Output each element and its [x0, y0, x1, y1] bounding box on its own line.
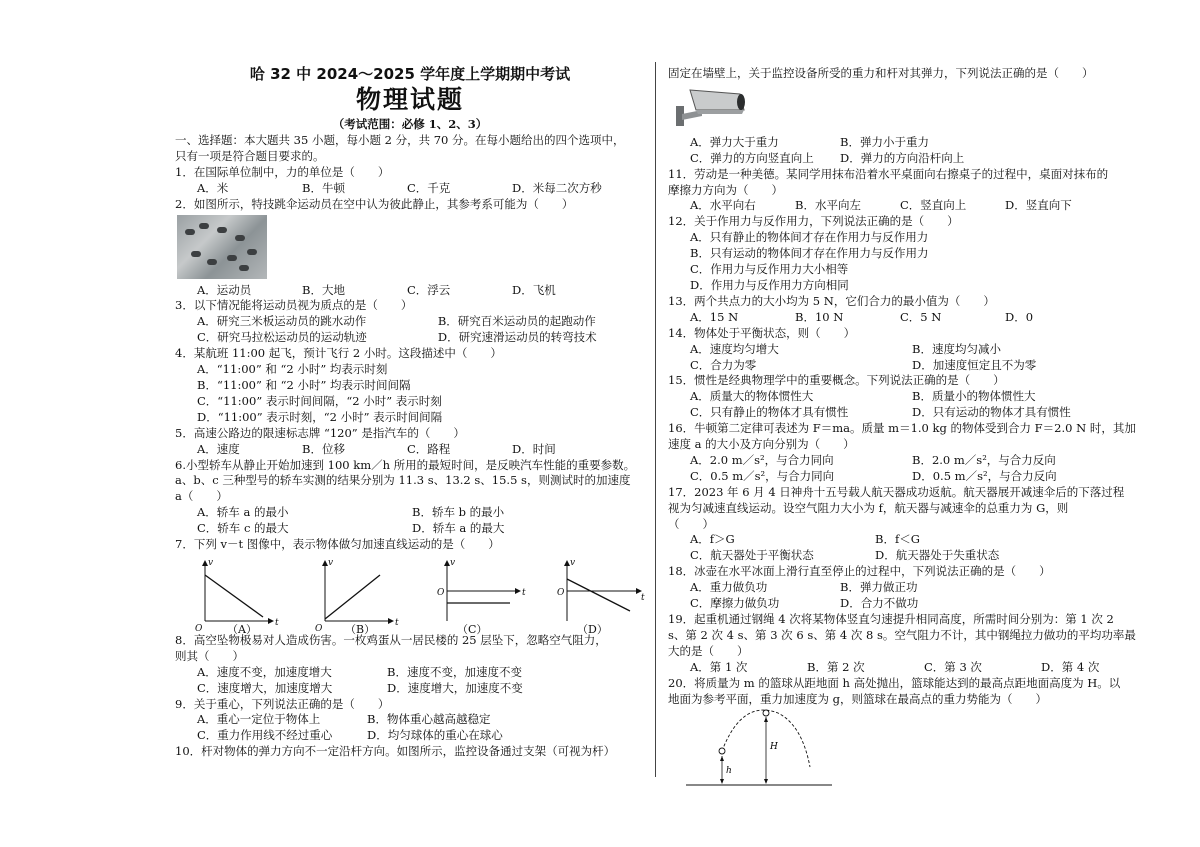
question-3-stem: 3．以下情况能将运动员视为质点的是（ ）	[175, 298, 413, 313]
option-c: C．第 3 次	[924, 659, 982, 674]
option-a: A．研究三米板运动员的跳水动作	[197, 314, 367, 329]
question-6-options-row1	[175, 505, 645, 521]
option-b: B．“11:00” 和 “2 小时” 均表示时间间隔	[197, 377, 411, 392]
option-c: C．轿车 c 的最大	[197, 521, 289, 536]
option-a: A．水平向右	[690, 198, 756, 213]
graph-c-origin: O	[437, 587, 445, 598]
question-6-options-row2	[175, 521, 645, 537]
graph-a-axis-v: v	[208, 557, 214, 568]
question-5-stem: 5．高速公路边的限速标志牌 “120” 是指汽车的（ ）	[175, 425, 465, 440]
option-d: D．合力不做功	[840, 596, 919, 611]
question-11-options	[668, 198, 1138, 214]
option-c: C．重力作用线不经过重心	[197, 728, 333, 743]
graph-d	[567, 561, 641, 621]
question-3-options-row1	[175, 314, 645, 330]
question-17-options-row1	[668, 532, 1138, 548]
option-a: A．速度	[197, 441, 240, 456]
question-14-options-row1	[668, 342, 1138, 358]
question-8-stem-cont: 则其（ ）	[175, 648, 244, 663]
option-c: C．竖直向上	[900, 198, 967, 213]
basketball-trajectory-figure	[682, 707, 842, 791]
question-15-stem: 15．惯性是经典物理学中的重要概念。下列说法正确的是（ ）	[668, 373, 1005, 388]
option-b: B．物体重心越高越稳定	[367, 712, 491, 727]
graph-d-axis-v: v	[570, 557, 576, 568]
question-19-stem-end: 大的是（ ）	[668, 643, 749, 658]
question-19-stem: 19．起重机通过钢绳 4 次将某物体竖直匀速提升相同高度，所需时间分别为：第 1 次 2	[668, 612, 1114, 626]
question-8-options-row2	[175, 681, 645, 697]
H-label: H	[770, 742, 778, 753]
option-c: C．合力为零	[690, 357, 757, 372]
option-c: C．只有静止的物体才具有惯性	[690, 405, 849, 420]
left-column	[175, 60, 645, 760]
option-b: B．质量小的物体惯性大	[912, 389, 1036, 404]
graph-c-axis-v: v	[450, 557, 456, 568]
option-c: C．5 N	[900, 309, 942, 324]
graph-b-origin: O	[315, 623, 323, 634]
option-b: B．轿车 b 的最小	[412, 505, 505, 520]
option-a: A．“11:00” 和 “2 小时” 均表示时刻	[197, 362, 388, 377]
question-16-stem-cont: 速度 a 的大小及方向分别为（ ）	[668, 437, 855, 452]
question-8-stem: 8．高空坠物极易对人造成伤害。一枚鸡蛋从一居民楼的 25 层坠下，忽略空气阻力，	[175, 632, 607, 647]
option-d: D．轿车 a 的最大	[412, 521, 505, 536]
question-19-options	[668, 660, 1138, 676]
option-a: A．速度均匀增大	[690, 341, 779, 356]
question-2-stem: 2．如图所示，特技跳伞运动员在空中认为彼此静止，其参考系可能为（ ）	[175, 196, 574, 211]
graph-d-label: （D）	[577, 622, 608, 635]
option-c: C．作用力与反作用力大小相等	[690, 262, 849, 277]
option-c: C．航天器处于平衡状态	[690, 548, 814, 563]
skydivers-photo	[177, 215, 267, 279]
option-d: D．0	[1005, 309, 1034, 324]
question-17-options-row2	[668, 548, 1138, 564]
option-b: B．f＜G	[875, 532, 920, 547]
option-d: D．时间	[512, 441, 556, 456]
option-a: A．第 1 次	[690, 659, 748, 674]
option-d: D．竖直向下	[1005, 198, 1072, 213]
graph-d-axis-t: t	[641, 592, 645, 603]
graph-a-axis-t: t	[275, 617, 279, 628]
question-11-stem: 11．劳动是一种美德。某同学用抹布沿着水平桌面向右擦桌子的过程中，桌面对抹布的	[668, 166, 1109, 181]
question-18-options-row2	[668, 596, 1138, 612]
graph-b-axis-v: v	[328, 557, 334, 568]
option-c: C．弹力的方向竖直向上	[690, 150, 814, 165]
graph-a-label: （A）	[227, 622, 257, 635]
right-column	[668, 66, 1138, 791]
option-a: A．重心一定位于物体上	[197, 712, 321, 727]
exam-scope: （考试范围：必修 1、2、3）	[332, 117, 488, 131]
option-b: B．速度不变，加速度不变	[387, 664, 522, 679]
option-b: B．牛顿	[302, 180, 345, 195]
option-c: C．浮云	[407, 282, 451, 297]
option-d: D．米每二次方秒	[512, 180, 602, 195]
option-b: B．10 N	[795, 309, 844, 324]
option-a: A．15 N	[690, 309, 739, 324]
section-instruction: 一、选择题：本大题共 35 小题，每小题 2 分，共 70 分。在每小题给出的四个选项中，	[175, 133, 625, 147]
option-c: C．“11:00” 表示时间间隔，“2 小时” 表示时刻	[197, 393, 442, 408]
ball-top	[763, 710, 769, 716]
graph-c-axis-t: t	[522, 587, 526, 598]
option-d: D．只有运动的物体才具有惯性	[912, 405, 1071, 420]
option-c: C．0.5 m／s²，与合力同向	[690, 468, 835, 483]
question-10-stem-cont: 固定在墙壁上，关于监控设备所受的重力和杆对其弹力，下列说法正确的是（ ）	[668, 66, 1094, 80]
question-19-stem-cont: s、第 2 次 4 s、第 3 次 6 s、第 4 次 8 s。空气阻力不计，其中钢绳拉力做功的平均功率最	[668, 627, 1136, 642]
question-15-options-row1	[668, 389, 1138, 405]
question-1-options	[175, 181, 645, 197]
option-c: C．速度增大，加速度增大	[197, 680, 333, 695]
graph-a-origin: O	[195, 623, 203, 634]
option-d: D．0.5 m／s²，与合力反向	[912, 468, 1057, 483]
graph-c-label: （C）	[457, 622, 488, 635]
option-c: C．路程	[407, 441, 451, 456]
option-d: D．弹力的方向沿杆向上	[840, 150, 965, 165]
option-a: A．质量大的物体惯性大	[690, 389, 814, 404]
option-a: A．轿车 a 的最小	[197, 505, 289, 520]
question-16-stem: 16．牛顿第二定律可表述为 F＝ma。质量 m＝1.0 kg 的物体受到合力 F＝2.0 N 时，其加	[668, 421, 1136, 436]
column-divider	[655, 62, 656, 777]
surveillance-camera-image	[672, 84, 750, 128]
question-10-options-row2	[668, 151, 1138, 167]
graph-b-axis-t: t	[395, 617, 399, 628]
question-14-options-row2	[668, 358, 1138, 374]
question-17-stem-end: （ ）	[668, 516, 714, 531]
question-6-stem-end: a（ ）	[175, 489, 228, 504]
option-b: B．2.0 m／s²，与合力反向	[912, 452, 1056, 467]
question-8-options-row1	[175, 665, 645, 681]
question-11-stem-cont: 摩擦力方向为（ ）	[668, 182, 783, 197]
vt-graphs	[175, 553, 645, 633]
question-18-stem: 18．冰壶在水平冰面上滑行直至停止的过程中，下列说法正确的是（ ）	[668, 564, 1051, 579]
option-a: A．米	[197, 180, 229, 195]
question-5-options	[175, 442, 645, 458]
graph-b	[325, 561, 393, 621]
option-d: D．飞机	[512, 282, 556, 297]
question-9-options-row1	[175, 712, 645, 728]
question-2-options	[175, 283, 645, 299]
question-3-options-row2	[175, 330, 645, 346]
option-b: B．只有运动的物体间才存在作用力与反作用力	[690, 246, 929, 261]
question-4-stem: 4．某航班 11:00 起飞，预计飞行 2 小时。这段描述中（ ）	[175, 346, 502, 361]
option-d: D．加速度恒定且不为零	[912, 357, 1037, 372]
option-d: D．作用力与反作用力方向相同	[690, 277, 849, 292]
question-1-stem: 1．在国际单位制中，力的单位是（ ）	[175, 164, 390, 179]
option-d: D．航天器处于失重状态	[875, 548, 1000, 563]
option-a: A．f＞G	[690, 532, 735, 547]
ball-start	[719, 748, 725, 754]
graph-b-label: （B）	[345, 622, 376, 635]
question-9-stem: 9．关于重心，下列说法正确的是（ ）	[175, 696, 390, 711]
question-16-options-row2	[668, 469, 1138, 485]
question-18-options-row1	[668, 580, 1138, 596]
option-a: A．弹力大于重力	[690, 134, 779, 149]
graph-d-origin: O	[557, 587, 565, 598]
option-d: D．“11:00” 表示时刻，“2 小时” 表示时间间隔	[197, 409, 443, 424]
option-d: D．速度增大，加速度不变	[387, 680, 523, 695]
vt-graphs-svg	[175, 553, 645, 635]
option-c: C．摩擦力做负功	[690, 596, 780, 611]
question-17-stem: 17．2023 年 6 月 4 日神舟十五号载人航天器成功返航。航天器展开减速伞后的下落过程	[668, 484, 1125, 499]
question-16-options-row1	[668, 453, 1138, 469]
graph-a	[205, 561, 273, 621]
option-a: A．速度不变，加速度增大	[197, 664, 332, 679]
option-b: B．弹力小于重力	[840, 134, 929, 149]
option-c: C．研究马拉松运动员的运动轨迹	[197, 330, 367, 345]
section-instruction-cont: 只有一项是符合题目要求的。	[175, 148, 325, 163]
option-b: B．大地	[302, 282, 345, 297]
question-15-options-row2	[668, 405, 1138, 421]
option-c: C．千克	[407, 180, 451, 195]
question-12-stem: 12．关于作用力与反作用力，下列说法正确的是（ ）	[668, 214, 959, 229]
subject-title: 物理试题	[355, 85, 464, 114]
question-10-options-row1	[668, 135, 1138, 151]
option-d: D．均匀球体的重心在球心	[367, 728, 503, 743]
question-9-options-row2	[175, 728, 645, 744]
option-d: D．第 4 次	[1041, 659, 1100, 674]
question-6-stem-cont: a、b、c 三种型号的轿车实测的结果分别为 11.3 s、13.2 s、15.5 s，则测试时的加速度	[175, 473, 631, 488]
question-17-stem-cont: 视为匀减速直线运动。设空气阻力大小为 f，航天器与减速伞的总重力为 G，则	[668, 500, 1069, 515]
question-13-options	[668, 310, 1138, 326]
exam-title: 哈 32 中 2024～2025 学年度上学期期中考试	[249, 65, 571, 83]
option-d: D．研究速滑运动员的转弯技术	[437, 330, 597, 345]
option-b: B．第 2 次	[807, 659, 865, 674]
option-b: B．水平向左	[795, 198, 861, 213]
question-20-stem: 20．将质量为 m 的篮球从距地面 h 高处抛出，篮球能达到的最高点距地面高度为 H。以	[668, 675, 1121, 690]
question-7-stem: 7．下列 v－t 图像中，表示物体做匀加速直线运动的是（ ）	[175, 537, 500, 552]
h-label: h	[726, 766, 732, 777]
option-a: A．只有静止的物体间才存在作用力与反作用力	[690, 230, 929, 245]
question-20-stem-cont: 地面为参考平面，重力加速度为 g，则篮球在最高点的重力势能为（ ）	[668, 691, 1048, 706]
option-a: A．2.0 m／s²，与合力同向	[690, 452, 834, 467]
option-a: A．重力做负功	[690, 580, 768, 595]
option-b: B．弹力做正功	[840, 580, 918, 595]
graph-c	[447, 561, 520, 621]
option-a: A．运动员	[197, 282, 252, 297]
option-b: B．速度均匀减小	[912, 341, 1001, 356]
question-14-stem: 14．物体处于平衡状态，则（ ）	[668, 325, 856, 340]
option-b: B．研究百米运动员的起跑动作	[437, 314, 596, 329]
question-13-stem: 13．两个共点力的大小均为 5 N，它们合力的最小值为（ ）	[668, 293, 995, 308]
question-10-stem: 10．杆对物体的弹力方向不一定沿杆方向。如图所示，监控设备通过支架（可视为杆）	[175, 744, 616, 759]
option-b: B．位移	[302, 441, 345, 456]
question-6-stem: 6.小型轿车从静止开始加速到 100 km／h 所用的最短时间，是反映汽车性能的重要参数。	[175, 457, 636, 472]
